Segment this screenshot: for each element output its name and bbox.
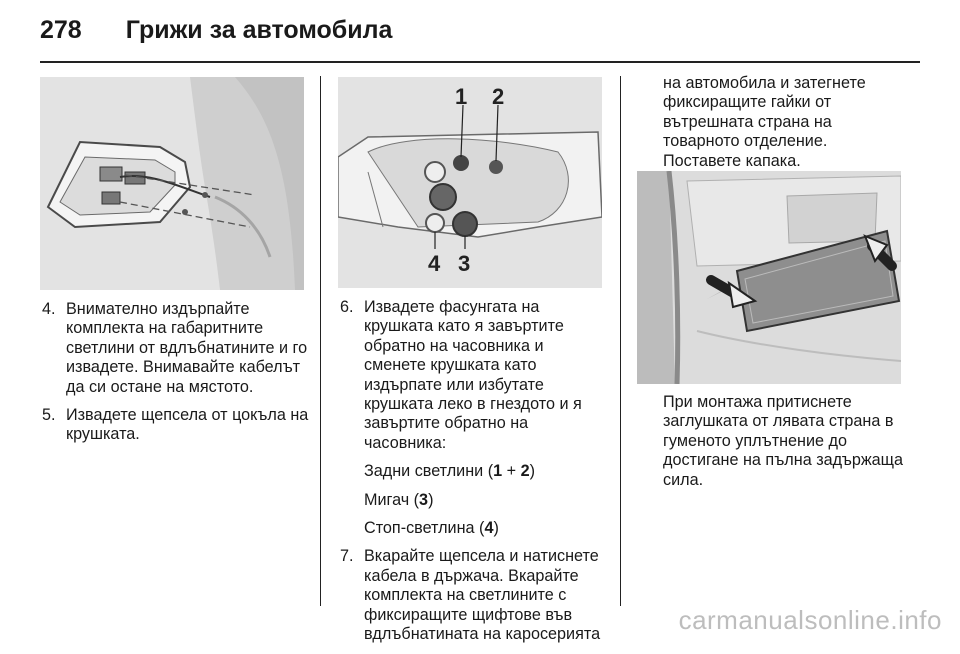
rear-lights-text: Задни светлини (	[364, 462, 494, 481]
step-4	[42, 300, 312, 397]
brake-light-close: )	[493, 519, 499, 538]
step-5-line: крушката.	[66, 425, 140, 444]
rear-lights-close: )	[529, 462, 535, 481]
column-3-bottom-text	[663, 393, 913, 490]
figure-label-1: 1	[455, 84, 468, 109]
step-7-line: Вкарайте щепсела и натиснете	[364, 547, 599, 566]
step-4-line: да си остане на мястото.	[66, 377, 254, 396]
mounting-note-line: гуменото уплътнение до	[663, 431, 847, 450]
mounting-note-line: заглушката от лявата страна в	[663, 412, 894, 431]
step-7-line: комплекта на светлините с	[364, 586, 567, 605]
column-divider-1	[320, 76, 321, 606]
mounting-note-line: достигане на пълна задържаща	[663, 451, 903, 470]
step-6-line: Извадете фасунгата на	[364, 298, 540, 316]
tail-light-removal-figure	[40, 77, 304, 290]
figure-label-4: 4	[428, 251, 441, 276]
header-rule	[40, 61, 920, 63]
turn-signal-close: )	[428, 490, 434, 509]
turn-signal-entry	[340, 491, 612, 510]
step-6	[340, 298, 612, 453]
turn-signal-ref: 3	[419, 490, 429, 509]
page-number: 278	[40, 16, 82, 44]
step-6-line: часовника:	[364, 433, 447, 452]
column-divider-2	[620, 76, 621, 606]
step-7-line: кабела в държача. Вкарайте	[364, 566, 579, 585]
step-5-line: Извадете щепсела от цокъла на	[66, 406, 309, 425]
page-title: Грижи за автомобила	[125, 16, 393, 44]
step-5-number: 5.	[42, 406, 56, 425]
brake-light-entry	[340, 519, 612, 538]
column-2-text	[340, 298, 612, 654]
turn-signal-text: Мигач (	[364, 490, 420, 509]
step-7-line: вдлъбнатината на каросерията	[364, 625, 601, 644]
step-6-line: завъртите обратно на	[364, 414, 529, 433]
watermark: carmanualsonline.info	[678, 605, 942, 635]
step-6-line: крушката като я завъртите	[364, 317, 564, 336]
step-6-line: крушката леко в гнездото и я	[364, 395, 582, 414]
step-6-number: 6.	[340, 298, 354, 316]
step-4-line: комплекта на габаритните	[66, 319, 264, 338]
step-7-line: фиксиращите щифтове във	[364, 605, 573, 624]
rear-lights-ref-2: 2	[520, 462, 530, 481]
brake-light-text: Стоп-светлина (	[364, 519, 485, 538]
column-3-top-text	[663, 74, 913, 171]
step-4-line: извадете. Внимавайте кабелът	[66, 358, 301, 377]
brake-light-ref: 4	[484, 519, 494, 538]
step-5	[42, 406, 312, 445]
continuation-line: Поставете капака.	[663, 151, 801, 170]
step-4-number: 4.	[42, 300, 56, 318]
rear-lights-entry	[340, 462, 612, 481]
step-6-line: сменете крушката като	[364, 356, 537, 375]
rear-lights-plus: +	[502, 462, 521, 481]
step-6-line: обратно на часовника и	[364, 336, 544, 355]
continuation-line: на автомобила и затегнете	[663, 74, 866, 92]
page-header	[40, 16, 392, 50]
step-7	[340, 547, 612, 644]
mounting-note-line: сила.	[663, 470, 704, 489]
step-4-line: светлини от вдлъбнатините и го	[66, 338, 308, 357]
step-7-number: 7.	[340, 547, 354, 566]
rear-lights-ref-1: 1	[493, 462, 503, 481]
continuation-line: фиксиращите гайки от	[663, 93, 832, 112]
step-4-line: Внимателно издърпайте	[66, 300, 250, 318]
column-1-text	[42, 300, 312, 454]
continuation-line: товарното отделение.	[663, 132, 828, 151]
cover-panel-figure	[637, 171, 901, 384]
figure-label-2: 2	[492, 84, 505, 109]
mounting-note-line: При монтажа притиснете	[663, 393, 852, 411]
figure-label-3: 3	[458, 251, 471, 276]
bulb-holder-figure	[338, 77, 602, 288]
continuation-line: вътрешната страна на	[663, 112, 832, 131]
step-6-line: издърпате или избутате	[364, 375, 544, 394]
